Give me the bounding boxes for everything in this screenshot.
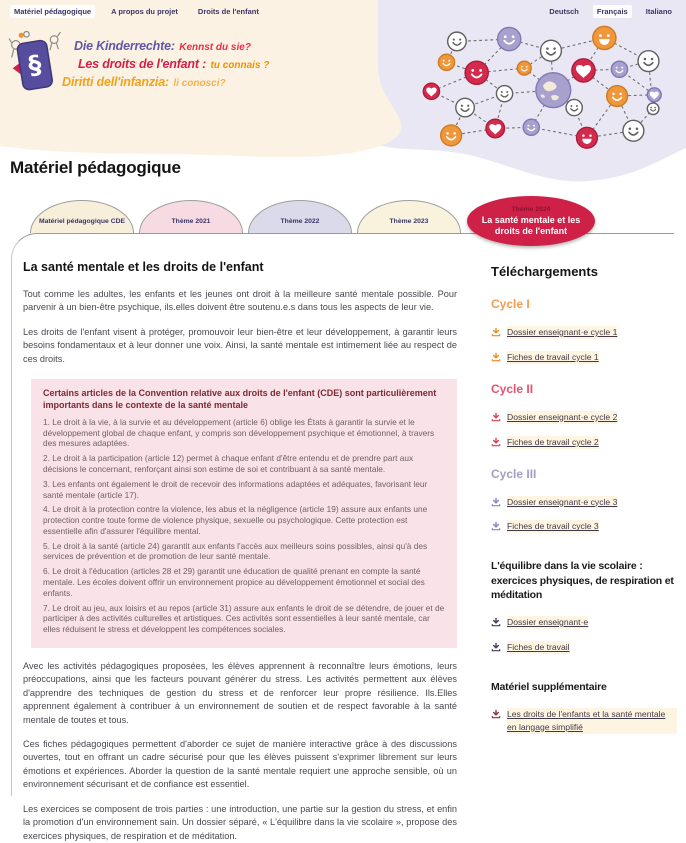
download-icon bbox=[491, 497, 501, 507]
tab-active-theme-2024[interactable] bbox=[467, 196, 595, 246]
tab-label: Thème 2022 bbox=[280, 218, 320, 225]
paragraph-book-logo-icon bbox=[8, 30, 62, 98]
infobox-item: 4. Le droit à la protection contre la violence, les abus et la négligence (article 19) assure aux enfants une protection contre toute forme de violence physique, sexuelle ou psychologique. Cette protection est essentielle afin d'assurer l'équilibre mental. bbox=[43, 504, 428, 536]
download-icon bbox=[491, 412, 501, 422]
article-paragraph: Tout comme les adultes, les enfants et les jeunes ont droit à la meilleure santé mentale possible. Pour parvenir à un bien-être psychique, ils.elles doivent être soutenu.e.s dans tous les aspects de leur vie. bbox=[23, 289, 457, 313]
tab-label: Thème 2021 bbox=[171, 218, 211, 225]
infobox-item: 1. Le droit à la vie, à la survie et au développement (article 6) oblige les États à garantir la survie et le développement global de chaque enfant, y compris son développement psychique et émotionnel, à travers des mesures adaptées. bbox=[43, 416, 435, 449]
tab-2[interactable] bbox=[248, 200, 352, 233]
download-link-label: Dossier enseignant·e bbox=[507, 616, 589, 627]
download-icon bbox=[491, 617, 501, 627]
tab-0[interactable] bbox=[30, 200, 134, 233]
title-german-rest: Kennst du sie? bbox=[179, 42, 251, 53]
downloads-title: Téléchargements bbox=[491, 264, 598, 279]
tab-label: Matériel pédagogique CDE bbox=[38, 218, 126, 225]
nav-item-0[interactable]: Matériel pédagogique bbox=[10, 5, 95, 18]
language-switcher bbox=[545, 5, 676, 18]
site-brand[interactable] bbox=[8, 30, 269, 98]
title-german bbox=[62, 38, 269, 56]
language-0[interactable]: Deutsch bbox=[549, 6, 579, 16]
smiley-network-illustration bbox=[416, 24, 672, 154]
language-2[interactable]: Italiano bbox=[645, 6, 672, 16]
title-french-lead: Les droits de l'enfant : bbox=[78, 57, 207, 71]
download-link-label: Fiches de travail cycle 2 bbox=[507, 436, 599, 447]
article-paragraph: Les exercices se composent de trois parties : une introduction, une partie sur la gestion du stress, et enfin la promotion d'un environnement sain. Un dossier séparé, « L'équilibre dans la vie scolaire », propose des exercices physiques, de respiration et de méditation. bbox=[23, 803, 457, 841]
download-link[interactable] bbox=[491, 496, 677, 509]
main-nav bbox=[10, 5, 263, 18]
title-italian-rest: li conosci? bbox=[173, 78, 226, 89]
sidebar-heading-4: Matériel supplémentaire bbox=[491, 680, 607, 693]
download-link-label: Fiches de travail cycle 3 bbox=[507, 521, 599, 532]
theme-tabs bbox=[30, 200, 686, 236]
infobox-item: 7. Le droit au jeu, aux loisirs et au repos (article 31) assure aux enfants le droit de se détendre, de jouer et de participer à des activités culturelles et artistiques. Ces activités sont essentielles à leur santé mentale, car elles réduisent le stress et développent les compétences sociales. bbox=[43, 602, 445, 635]
title-german-lead: Die Kinderrechte: bbox=[74, 39, 175, 53]
tab-active-title: La santé mentale et les droits de l'enfant bbox=[481, 214, 581, 236]
download-icon bbox=[491, 437, 501, 447]
article bbox=[23, 254, 457, 841]
download-link[interactable] bbox=[491, 616, 677, 629]
download-link[interactable] bbox=[491, 708, 677, 734]
download-link[interactable] bbox=[491, 351, 677, 364]
download-link-label: Fiches de travail cycle 1 bbox=[507, 351, 599, 362]
infobox-item: 3. Les enfants ont également le droit de recevoir des informations adaptées et adéquates, favorisant leur santé mentale (article 17). bbox=[43, 478, 428, 500]
svg-text:§: § bbox=[26, 49, 44, 82]
download-link-label: Dossier enseignant·e cycle 1 bbox=[507, 327, 618, 337]
tab-3[interactable] bbox=[357, 200, 461, 233]
page-title: Matériel pédagogique bbox=[10, 158, 181, 177]
download-icon bbox=[491, 521, 501, 531]
download-link-label: Fiches de travail bbox=[507, 641, 570, 652]
article-intro bbox=[23, 288, 457, 366]
article-title: La santé mentale et les droits de l'enfant bbox=[23, 260, 264, 274]
title-italian-lead: Diritti dell'infanzia: bbox=[62, 75, 169, 89]
content-panel bbox=[11, 233, 674, 841]
sidebar-heading-0: Cycle I bbox=[491, 297, 530, 311]
tab-active-year: Thème 2024 bbox=[511, 205, 551, 213]
site-header bbox=[0, 0, 686, 150]
download-icon bbox=[491, 642, 501, 652]
infobox-item: 2. Le droit à la participation (article 12) permet à chaque enfant d'être entendu et de prendre part aux décisions le concernant, renforçant ainsi son estime de soi et contribuant à sa santé mentale. bbox=[43, 453, 414, 474]
infobox-item: 5. Le droit à la santé (article 24) garantit aux enfants l'accès aux meilleurs soins possibles, ainsi qu'à des services de prévention et de promotion de leur santé mentale. bbox=[43, 540, 428, 562]
infobox-items bbox=[43, 417, 445, 635]
download-link-label: Les droits de l'enfants et la santé mentale en langage simplifié bbox=[507, 708, 677, 734]
downloads-sidebar bbox=[491, 254, 677, 796]
title-italian bbox=[62, 74, 269, 92]
download-icon bbox=[491, 327, 501, 337]
download-link[interactable] bbox=[491, 326, 677, 339]
infobox-item: 6. Le droit à l'éducation (articles 28 et 29) garantit une éducation de qualité prenant en compte la santé mentale. Les écoles doivent offrir un environnement propice au développement émotionnel et social des enfants. bbox=[43, 566, 425, 598]
nav-item-2[interactable]: Droits de l'enfant bbox=[197, 6, 259, 16]
article-paragraph: Avec les activités pédagogiques proposées, les élèves apprennent à reconnaître leurs émotions, leurs préoccupations, ainsi que les facteurs pouvant générer du stress. Les activités permettent aux élèves d'apprendre des techniques de gestion du stress et de renforcer leur propre résilience. Ils.Elles apprennent également à contribuer à un environnement de soutien et de respect favorable à la santé mentale de toutes et tous. bbox=[23, 660, 457, 725]
download-link[interactable] bbox=[491, 641, 677, 654]
download-sections bbox=[491, 297, 677, 734]
title-french-rest: tu connais ? bbox=[210, 60, 270, 71]
download-icon bbox=[491, 709, 501, 719]
download-icon bbox=[491, 352, 501, 362]
article-paragraph: Les droits de l'enfant visent à protéger, promouvoir leur bien-être et leur développement, à garantir leurs besoins fondamentaux et à leur donner une voix. Ainsi, la santé mentale est intimement liée au respect de ces droits. bbox=[23, 326, 457, 364]
language-1[interactable]: Français bbox=[593, 5, 632, 18]
download-link[interactable] bbox=[491, 411, 677, 424]
download-link-label: Dossier enseignant·e cycle 2 bbox=[507, 411, 618, 422]
download-link[interactable] bbox=[491, 436, 677, 449]
sidebar-heading-3: L'équilibre dans la vie scolaire : exercices physiques, de respiration et méditation bbox=[491, 560, 674, 601]
top-navigation bbox=[0, 0, 686, 22]
site-title bbox=[62, 38, 269, 98]
article-body bbox=[23, 660, 457, 843]
nav-item-1[interactable]: A propos du projet bbox=[111, 6, 178, 16]
tab-label: Thème 2023 bbox=[389, 218, 429, 225]
sidebar-heading-2: Cycle III bbox=[491, 466, 537, 481]
article-paragraph: Ces fiches pédagogiques permettent d'aborder ce sujet de manière interactive grâce à des discussions ouvertes, tout en offrant un cadre sécurisé pour que les élèves puissent s'exprimer librement sur leurs émotions et expériences. Aborder la question de la santé mentale requiert une approche sensible, où un environnement sécurisant et de confiance est essentiel. bbox=[23, 739, 457, 790]
tab-1[interactable] bbox=[139, 200, 243, 233]
infobox-title: Certains articles de la Convention relative aux droits de l'enfant (CDE) sont particulièrement importants dans le contexte de la santé mentale bbox=[43, 388, 437, 410]
download-link-label: Dossier enseignant·e cycle 3 bbox=[507, 496, 618, 507]
title-french bbox=[62, 56, 269, 74]
sidebar-heading-1: Cycle II bbox=[491, 381, 534, 396]
download-link[interactable] bbox=[491, 520, 677, 533]
cde-articles-infobox bbox=[31, 379, 457, 648]
